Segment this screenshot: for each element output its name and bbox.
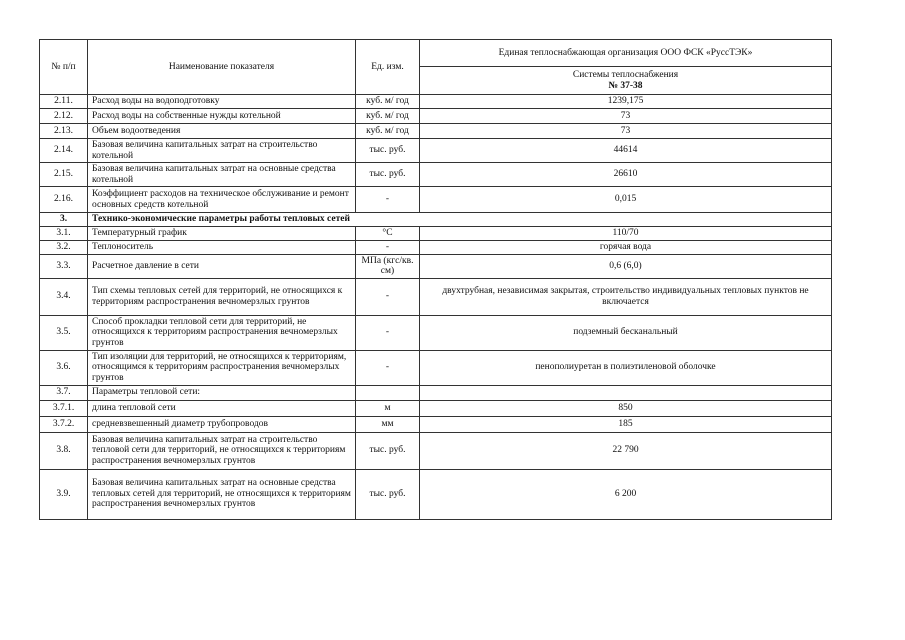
row-unit: -	[356, 187, 420, 213]
table-row	[40, 139, 832, 163]
row-name: длина тепловой сети	[88, 400, 356, 416]
table-body	[40, 40, 832, 520]
header-org: Единая теплоснабжающая организация ООО ФСК «РуссТЭК»	[420, 40, 832, 67]
row-unit	[356, 385, 420, 400]
row-name: Тип схемы тепловых сетей для территорий, не относящихся к территориям распространения вечномерзлых грунтов	[88, 278, 356, 315]
row-number: 3.4.	[40, 278, 88, 315]
row-unit: МПа (кгс/кв. см)	[356, 254, 420, 278]
row-number: 3.8.	[40, 432, 88, 469]
row-value: 73	[420, 124, 832, 139]
indicators-table	[39, 39, 832, 520]
table-row	[40, 124, 832, 139]
row-number: 3.3.	[40, 254, 88, 278]
row-name: Базовая величина капитальных затрат на строительство котельной	[88, 139, 356, 163]
row-unit: куб. м/ год	[356, 124, 420, 139]
row-name: Параметры тепловой сети:	[88, 385, 356, 400]
row-number: 2.15.	[40, 163, 88, 187]
row-value: 22 790	[420, 432, 832, 469]
row-unit: тыс. руб.	[356, 163, 420, 187]
row-number: 3.7.2.	[40, 416, 88, 432]
row-number: 3.1.	[40, 226, 88, 240]
row-number: 3.7.	[40, 385, 88, 400]
row-value: 6 200	[420, 469, 832, 519]
row-unit: тыс. руб.	[356, 432, 420, 469]
header-row-1	[40, 40, 832, 67]
table-row	[40, 254, 832, 278]
row-number: 3.5.	[40, 315, 88, 350]
row-name: Базовая величина капитальных затрат на основные средства тепловых сетей для территорий, не относящихся к территориям распространения вечномерзлых грунтов	[88, 469, 356, 519]
row-name: Коэффициент расходов на техническое обслуживание и ремонт основных средств котельной	[88, 187, 356, 213]
row-name: Тип изоляции для территорий, не относящихся к территориям, относящимся к территориям распространения вечномерзлых грунтов	[88, 350, 356, 385]
row-value: подземный бесканальный	[420, 315, 832, 350]
row-value: 0,6 (6,0)	[420, 254, 832, 278]
row-unit: куб. м/ год	[356, 95, 420, 109]
row-number: 2.12.	[40, 109, 88, 124]
row-number: 3.	[40, 213, 88, 227]
table-row	[40, 469, 832, 519]
table-row	[40, 95, 832, 109]
row-number: 3.9.	[40, 469, 88, 519]
row-unit: -	[356, 278, 420, 315]
row-name: Расход воды на водоподготовку	[88, 95, 356, 109]
row-unit: -	[356, 315, 420, 350]
row-number: 3.7.1.	[40, 400, 88, 416]
table-row	[40, 240, 832, 254]
row-number: 3.6.	[40, 350, 88, 385]
row-unit: тыс. руб.	[356, 139, 420, 163]
row-value: пенополиуретан в полиэтиленовой оболочке	[420, 350, 832, 385]
row-value: 1239,175	[420, 95, 832, 109]
row-unit: тыс. руб.	[356, 469, 420, 519]
table-row	[40, 163, 832, 187]
row-value: 110/70	[420, 226, 832, 240]
row-value: двухтрубная, независимая закрытая, строительство индивидуальных тепловых пунктов не включается	[420, 278, 832, 315]
table-row	[40, 350, 832, 385]
row-unit: куб. м/ год	[356, 109, 420, 124]
row-value: 0,015	[420, 187, 832, 213]
table-row	[40, 109, 832, 124]
header-col-name: Наименование показателя	[88, 40, 356, 95]
row-name: Расчетное давление в сети	[88, 254, 356, 278]
row-unit: м	[356, 400, 420, 416]
header-systems	[420, 67, 832, 95]
row-value: 44614	[420, 139, 832, 163]
row-name: средневзвешенный диаметр трубопроводов	[88, 416, 356, 432]
row-unit: -	[356, 240, 420, 254]
row-unit: мм	[356, 416, 420, 432]
row-value	[420, 385, 832, 400]
row-number: 2.11.	[40, 95, 88, 109]
table-row	[40, 226, 832, 240]
header-col-unit: Ед. изм.	[356, 40, 420, 95]
row-name: Способ прокладки тепловой сети для территорий, не относящихся к территориям распространения вечномерзлых грунтов	[88, 315, 356, 350]
row-name: Расход воды на собственные нужды котельной	[88, 109, 356, 124]
table-row	[40, 385, 832, 400]
row-value: 185	[420, 416, 832, 432]
table-row	[40, 400, 832, 416]
table-row	[40, 278, 832, 315]
table-row	[40, 187, 832, 213]
row-value: 26610	[420, 163, 832, 187]
row-number: 3.2.	[40, 240, 88, 254]
header-col-num: № п/п	[40, 40, 88, 95]
row-name: Температурный график	[88, 226, 356, 240]
row-number: 2.14.	[40, 139, 88, 163]
header-systems-number: № 37-38	[608, 80, 643, 91]
row-number: 2.13.	[40, 124, 88, 139]
section-title: Технико-экономические параметры работы тепловых сетей	[88, 213, 832, 227]
row-name: Базовая величина капитальных затрат на строительство тепловой сети для территорий, не относящихся к территориям распространения вечномерзлых грунтов	[88, 432, 356, 469]
row-value: горячая вода	[420, 240, 832, 254]
row-unit: °С	[356, 226, 420, 240]
table-row	[40, 315, 832, 350]
table-row	[40, 416, 832, 432]
row-name: Объем водоотведения	[88, 124, 356, 139]
row-number: 2.16.	[40, 187, 88, 213]
row-value: 850	[420, 400, 832, 416]
row-name: Базовая величина капитальных затрат на основные средства котельной	[88, 163, 356, 187]
row-value: 73	[420, 109, 832, 124]
header-systems-label: Системы теплоснабжения	[572, 70, 679, 80]
table-row	[40, 213, 832, 227]
table-row	[40, 432, 832, 469]
row-unit: -	[356, 350, 420, 385]
row-name: Теплоноситель	[88, 240, 356, 254]
